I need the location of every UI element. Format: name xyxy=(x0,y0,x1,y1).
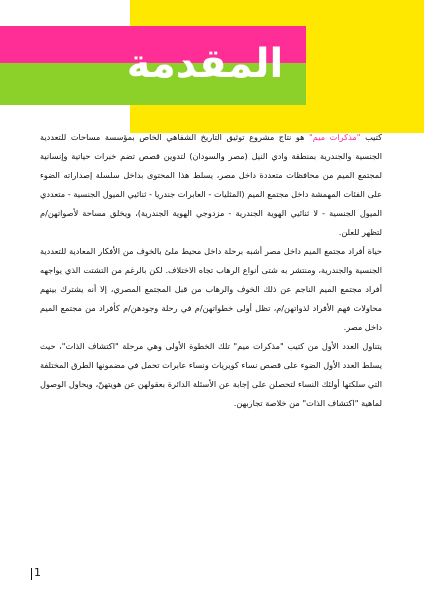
page-number-bar xyxy=(31,568,32,580)
paragraph-1-lead: كتيب xyxy=(360,132,382,142)
page-number: 1 xyxy=(34,566,41,579)
booklet-name-plain: "مذكرات ميم" xyxy=(233,341,284,351)
body-text xyxy=(40,128,382,413)
paragraph-3-lead: يتناول العدد الأول من كتيب xyxy=(283,341,382,351)
paragraph-3 xyxy=(40,337,382,413)
paragraph-3-text: تلك الخطوة الأولى وهي مرحلة "اكتشاف الذات"، حيث يسلط العدد الأول الضوء على قصص نساء كويريات ونساء عابرات تحمل في مضمونها الطرق المختلفة التي سلكتها أولئك النساء لتحصلن على إجابة عن الأسئلة الدائرة بعقولهن عن هويتهنّ، ويحاول الوصول لماهية "اكتشاف الذات" من خلاصة تجاربهن. xyxy=(40,341,382,408)
paragraph-2-text: حياة أفراد مجتمع الميم داخل مصر أشبه برحلة داخل محيط ملئ بالخوف من الأفكار المعادية للتعددية الجنسية والجندرية، ومنتشر به شتى أنواع الرهاب تجاه الاختلاف. لكن بالرغم من التشتت الذي يواجهه أفراد مجتمع الميم الناجم عن ذلك الخوف والرهاب من قبل المجتمع المصري، إلا أنه يشترك بينهم محاولات فهم الأفراد لذواتهن/م، تظل أولى خطواتهن/م في رحلة وجودهن/م كأفراد من مجتمع الميم داخل مصر. xyxy=(40,246,382,332)
page-title: المقدمة xyxy=(126,41,284,87)
paragraph-2 xyxy=(40,242,382,337)
booklet-name-highlight: "مذكرات ميم" xyxy=(309,132,361,142)
paragraph-1-text: هو نتاج مشروع توثيق التاريخ الشفاهي الخاص بمؤسسة مساحات للتعددية الجنسية والجندرية بمنطقة وادي النيل (مصر والسودان) لتدوين قصص تضم خبرات حياتية وإنسانية لمجتمع الميم من محافظات متعددة داخل مصر، يسلط هذا المحتوى بداخل سلسلة إصداراته الضوء على الفئات المهمشة داخل مجتمع الميم (المثليات - العابرات جندريا - ثنائيي الميول الجنسية - متعددي الميول الجنسية - لا ثنائيي الهوية الجندرية - مزدوجي الهوية الجندرية)، ويخلق مساحة لأصواتهن/م لتظهر للعلن. xyxy=(40,132,382,237)
paragraph-1 xyxy=(40,128,382,242)
